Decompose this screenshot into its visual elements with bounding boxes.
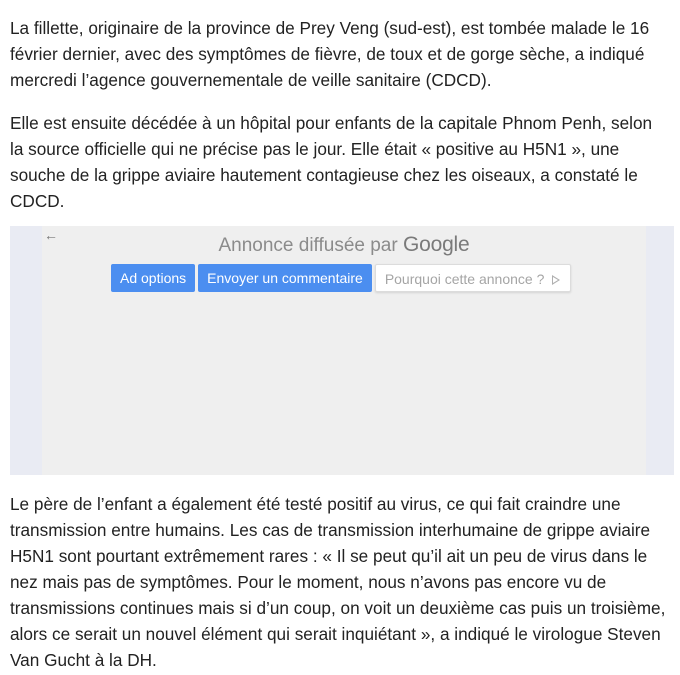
- why-this-ad-label: Pourquoi cette annonce ?: [384, 271, 545, 287]
- why-this-ad-button[interactable]: [375, 264, 571, 292]
- left-arrow-icon[interactable]: ←: [44, 227, 58, 243]
- send-feedback-button[interactable]: Envoyer un commentaire: [198, 264, 372, 292]
- article-paragraph-3: Le père de l’enfant a également été testé positif au virus, ce qui fait craindre une transmission entre humains. Les cas de transmission interhumaine de grippe aviaire H5N1 sont pourtant extrêmement rares : « Il se peut qu’il ait un peu de virus dans le nez mais pas de symptômes. Pour le moment, nous n’avons pas encore vu de transmissions continues mais si d’un coup, on voit un deuxième cas puis un troisième, alors ce serait un nouvel élément qui serait inquiétant », a indiqué le virologue Steven Van Gucht à la DH.: [10, 494, 666, 670]
- ad-attribution-prefix: Annonce diffusée par: [218, 235, 398, 256]
- article-paragraph-1: La fillette, originaire de la province de Prey Veng (sud-est), est tombée malade le 16 février dernier, avec des symptômes de fièvre, de toux et de gorge sèche, a indiqué mercredi l’agence gouvernementale de veille sanitaire (CDCD).: [10, 18, 650, 90]
- ad-feedback-panel: [42, 226, 646, 475]
- article-paragraph-2: Elle est ensuite décédée à un hôpital pour enfants de la capitale Phnom Penh, selon la source officielle qui ne précise pas le jour. Elle était « positive au H5N1 », une souche de la grippe aviaire hautement contagieuse chez les oiseaux, a constaté le CDCD.: [10, 113, 653, 211]
- ad-attribution-title: [42, 232, 646, 259]
- ad-container: [10, 226, 674, 475]
- ad-button-row: [111, 264, 571, 292]
- play-triangle-icon: [552, 275, 560, 285]
- ad-options-button[interactable]: Ad options: [111, 264, 195, 292]
- google-logo-text: Google: [402, 233, 470, 256]
